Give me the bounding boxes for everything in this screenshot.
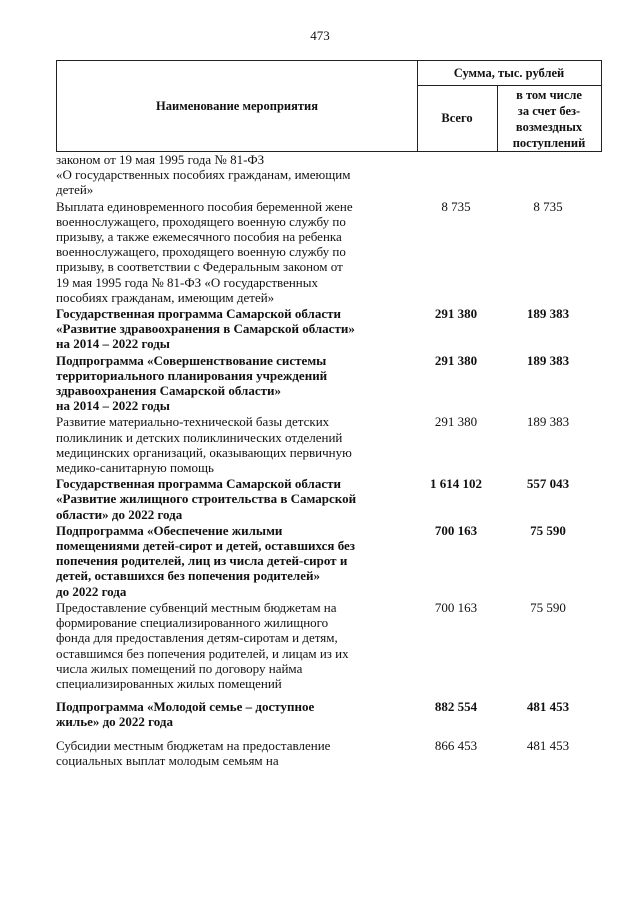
- row-total: 700 163: [434, 599, 478, 615]
- page-number: 473: [310, 28, 330, 43]
- row-total: 8 735: [441, 198, 471, 214]
- row-total: 866 453: [434, 737, 478, 753]
- column-header-total: Всего: [417, 85, 498, 151]
- row-including: 481 453: [526, 737, 570, 753]
- row-total: 1 614 102: [430, 476, 482, 492]
- table-row: [56, 476, 602, 522]
- row-name: Государственная программа Самарской области «Развитие здравоохранения в Самарской области» на 2014 – 2022 годы: [56, 306, 355, 352]
- row-total: 291 380: [434, 352, 478, 368]
- row-including: 75 590: [530, 599, 566, 615]
- row-total: 882 554: [434, 699, 478, 715]
- row-name: Подпрограмма «Молодой семье – доступное жилье» до 2022 года: [56, 699, 315, 730]
- table-row: [56, 353, 602, 414]
- table-row: [56, 199, 602, 305]
- row-name: законом от 19 мая 1995 года № 81-ФЗ «О государственных пособиях гражданам, имеющим детей»: [56, 152, 351, 198]
- row-name: Выплата единовременного пособия беременной жене военнослужащего, проходящего военную службу по призыву, а также ежемесячного пособия на ребенка военнослужащего, проходящего военную службу по призыву, в соответствии с Федеральным законом от 19 мая 1995 года № 81-ФЗ «О государственных пособиях гражданам, имеющим детей»: [56, 198, 353, 305]
- table-body: [56, 152, 602, 769]
- table-row: [56, 699, 602, 729]
- row-including: 481 453: [526, 699, 570, 715]
- table-row: [56, 414, 602, 475]
- row-name: Подпрограмма «Обеспечение жилыми помещениями детей-сирот и детей, оставшихся без попечения родителей, лиц из числа детей-сирот и детей, оставшихся без попечения родителей» до 2022 года: [56, 522, 356, 599]
- table-row: [56, 306, 602, 352]
- row-name: Подпрограмма «Совершенствование системы территориального планирования учреждений здравоохранения Самарской области» на 2014 – 2022 годы: [56, 352, 328, 414]
- table-row: [56, 600, 602, 691]
- row-total: 291 380: [434, 306, 478, 322]
- table-row: [56, 152, 602, 198]
- table-header: [56, 60, 602, 152]
- table-row: [56, 738, 602, 768]
- column-header-including-text: в том числе за счет без- возмездных поступлений: [512, 88, 586, 150]
- row-total: 700 163: [434, 522, 478, 538]
- row-name: Предоставление субвенций местным бюджетам на формирование специализированного жилищного фонда для предоставления детям-сиротам и детям, оставшимся без попечения родителей, и лицам из их числа жилых помещений по договору найма специализированных жилых помещений: [56, 599, 349, 691]
- row-name: Развитие материально-технической базы детских поликлиник и детских поликлинических отделений медицинских организаций, оказывающих первичную медико-санитарную помощь: [56, 414, 352, 476]
- row-including: 189 383: [526, 352, 570, 368]
- row-including: 8 735: [533, 198, 563, 214]
- table-row: [56, 523, 602, 599]
- row-including: 75 590: [530, 522, 566, 538]
- row-name: Государственная программа Самарской области «Развитие жилищного строительства в Самарской области» до 2022 года: [56, 476, 357, 522]
- row-including: 189 383: [526, 306, 570, 322]
- column-header-sum: Сумма, тыс. рублей: [417, 61, 601, 86]
- column-header-including: [497, 85, 601, 151]
- column-header-name: Наименование мероприятия: [57, 61, 418, 151]
- row-total: 291 380: [434, 414, 478, 430]
- row-name: Субсидии местным бюджетам на предоставление социальных выплат молодым семьям на: [56, 737, 331, 768]
- row-including: 189 383: [526, 414, 570, 430]
- row-including: 557 043: [526, 476, 570, 492]
